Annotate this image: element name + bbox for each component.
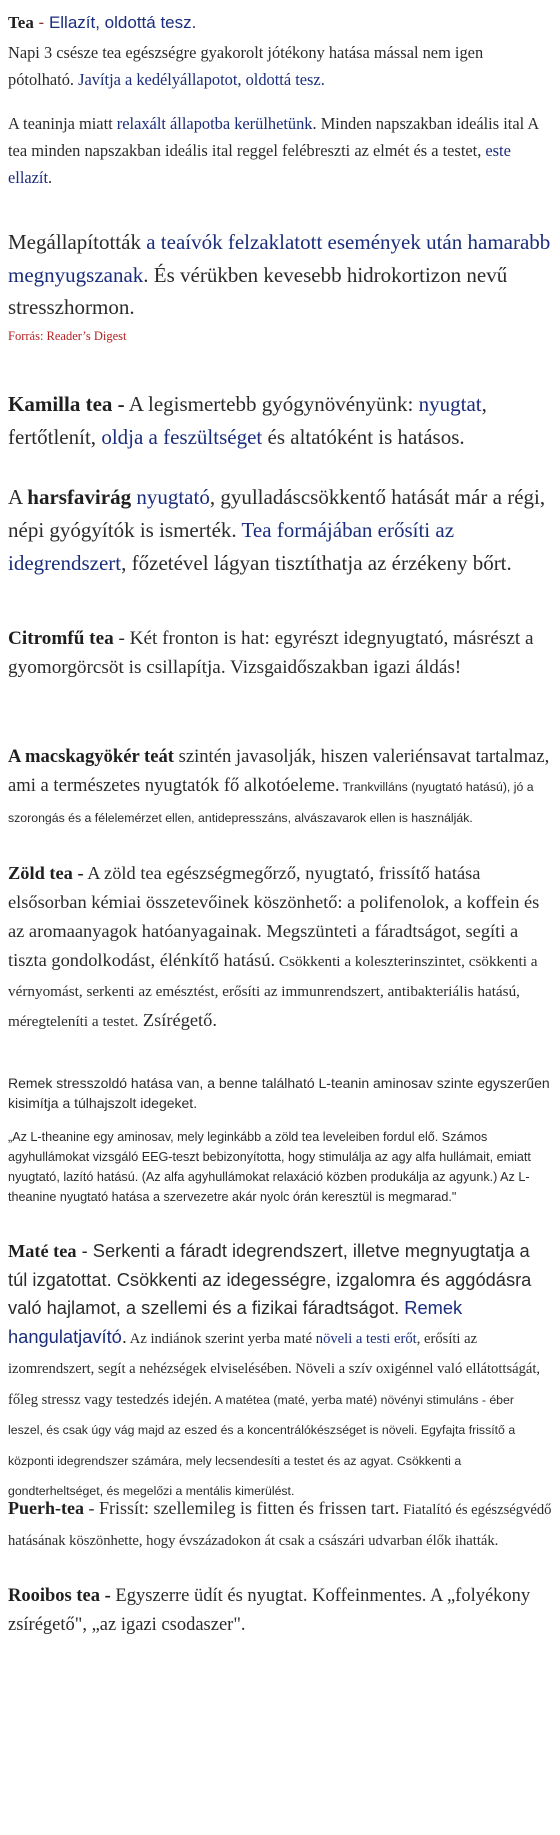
macskagyoker-title: A macskagyökér teát	[8, 746, 174, 767]
tea-dash: -	[33, 13, 49, 32]
nyugtato-link[interactable]: nyugtató	[136, 485, 210, 509]
rooibos-text: Egyszerre üdít és nyugtat. Koffeinmentes. A „folyékony zsírégető", „az igazi csodaszer".	[8, 1586, 531, 1635]
napi-link[interactable]: Javítja a kedélyállapotot, oldottá tesz.	[78, 70, 325, 89]
napi-paragraph	[8, 39, 552, 93]
puerh-small-text: Fiatalító és egészségvédő hatásának köszönhette, hogy évszázadokon át csak a császári udvarban élők ihatták.	[8, 1502, 552, 1549]
testi-ero-link[interactable]: növeli a testi erőt	[315, 1330, 417, 1347]
zold-text-2: Zsírégető.	[138, 1010, 217, 1030]
mate-title: Maté tea	[8, 1241, 77, 1261]
harsfavirag-title: harsfavirág	[27, 485, 132, 509]
tea-heading	[8, 12, 552, 34]
megall-text-2: . És vérükben kevesebb hidrokortizon nevű stresszhormon.	[8, 262, 508, 319]
zold-text-1: A zöld tea egészségmegőrző, nyugtató, frissítő hatása elsősorban kémiai összetevőinek köszönhető: a polifenolok, a koffein és az aromaanyagok hatóanyagainak. Megszünteti a fáradtságot, segíti a tiszta gondolkodást, élénkítő hatású.	[8, 863, 540, 970]
mate-small-3: A matétea (maté, yerba maté) növényi stimuláns - éber leszel, és csak úgy vág majd az eszed és a koncentrálókészséget is növeli. Egyfajta frissítő a központi idegrendszer számára, mely lecsendesíti a testet és az agyat. Csökkenti a gondterheltséget, és megelőzi a mentális kimerülést.	[8, 1392, 516, 1498]
harsf-text-1: A	[8, 485, 28, 509]
teaninja-text-1: A teaninja miatt	[8, 114, 117, 133]
harsfavirag-paragraph	[8, 481, 552, 580]
citromfu-paragraph	[8, 624, 552, 682]
mate-paragraph	[8, 1237, 552, 1506]
teaninja-paragraph	[8, 110, 552, 191]
mate-small-1: Az indiánok szerint yerba maté	[126, 1330, 316, 1347]
teaninja-text-3: .	[48, 168, 53, 187]
macskagyoker-paragraph	[8, 742, 552, 833]
hangulatjavito-link[interactable]: Remek hangulatjavító	[8, 1297, 463, 1347]
zold-small-text: Csökkenti a koleszterinszintet, csökkenti a vérnyomást, serkenti az emésztést, erősíti az immunrendszert, antibakteriális hatású, méregteleníti a testet.	[8, 953, 538, 1030]
relaxalt-link[interactable]: relaxált állapotba kerülhetünk	[116, 114, 313, 133]
nyugtat-link[interactable]: nyugtat	[418, 392, 482, 416]
napi-text: Napi 3 csésze tea egészségre gyakorolt jótékony hatása mással nem igen pótolható.	[8, 43, 484, 89]
kamilla-paragraph	[8, 388, 552, 454]
teaivok-link[interactable]: a teaívók felzaklatott események után hamarabb megnyugszanak	[8, 230, 551, 287]
puerh-paragraph	[8, 1494, 552, 1555]
tea-title: Tea	[8, 13, 34, 32]
idegrendszert-link[interactable]: Tea formájában erősíti az idegrendszert	[8, 518, 455, 575]
harsf-text-2: , gyulladáscsökkentő hatását már a régi, népi gyógyítók is ismerték.	[8, 485, 546, 542]
puerh-title: Puerh-tea	[8, 1498, 84, 1518]
este-ellazit-link[interactable]: este ellazít	[8, 141, 511, 187]
macskagyoker-small-text: Trankvilláns (nyugtató hatású), jó a szorongás és a félelemérzet ellen, antidepresszáns, alvászavarok ellen is használják.	[8, 780, 534, 825]
mate-small-2: , erősíti az izomrendszert, segít a nehézségek elviselésében. Növeli a szív oxigénnel való ellátottságát, főleg stressz vagy testedzés idején.	[8, 1330, 541, 1408]
kamilla-title: Kamilla tea -	[8, 392, 125, 416]
tea-subtitle-link[interactable]: Ellazít, oldottá tesz.	[48, 13, 197, 32]
kamilla-text-3: és altatóként is hatásos.	[262, 425, 465, 449]
citromfu-title: Citromfű tea	[8, 628, 114, 649]
source-line: Forrás: Reader’s Digest	[8, 329, 127, 343]
kamilla-text-1: A legismertebb gyógynövényünk:	[124, 392, 419, 416]
feszultseg-link[interactable]: oldja a feszültséget	[101, 425, 263, 449]
megallapitottak-paragraph	[8, 226, 552, 324]
teaninja-text-2: . Minden napszakban ideális ital A tea minden napszakban ideális ital reggel felébreszti az elmét és a testet,	[8, 114, 539, 160]
macskagyoker-text: szintén javasolják, hiszen valeriénsavat tartalmaz, ami a természetes nyugtatók fő alkotóeleme.	[8, 746, 550, 796]
harsf-text-3: , főzetével lágyan tisztíthatja az érzékeny bőrt.	[121, 551, 512, 575]
rooibos-title: Rooibos tea -	[8, 1586, 111, 1606]
zold-stress-paragraph: Remek stresszoldó hatása van, a benne található L-teanin aminosav szinte egyszerűen kisimítja a túlhajszolt idegeket.	[8, 1075, 550, 1111]
kamilla-text-2: , fertőtlenít,	[8, 392, 487, 449]
mate-text-1: - Serkenti a fáradt idegrendszert, illetve megnyugtatja a túl izgatottat. Csökkenti az idegességre, izgalomra és aggódásra való hajlamot, a szellemi és a fizikai fáradtságot.	[8, 1240, 532, 1318]
citromfu-text: - Két fronton is hat: egyrészt idegnyugtató, másrészt a gyomorgörcsöt is csillapítja. Vizsgaidőszakban igazi áldás!	[8, 628, 534, 678]
megall-text-1: Megállapították	[8, 230, 147, 254]
rooibos-paragraph	[8, 1582, 552, 1639]
theanine-quote: „Az L-theanine egy aminosav, mely leginkább a zöld tea leveleiben fordul elő. Számos agyhullámokat vizsgáló EEG-teszt bebizonyította, hogy stimulálja az agy alfa hullámait, emiatt nyugtató, lazító hatású. (Az alfa agyhullámokat relaxáció közben produkálja az agyunk.) Az L-theanine nyugtató hatása a szervezetre akár nyolc órán keresztül is megmarad."	[8, 1130, 531, 1204]
zold-title: Zöld tea -	[8, 863, 84, 883]
mate-text-2: .	[121, 1325, 127, 1347]
zold-paragraph	[8, 859, 552, 1036]
puerh-text: - Frissít: szellemileg is fitten és frissen tart.	[83, 1498, 400, 1518]
